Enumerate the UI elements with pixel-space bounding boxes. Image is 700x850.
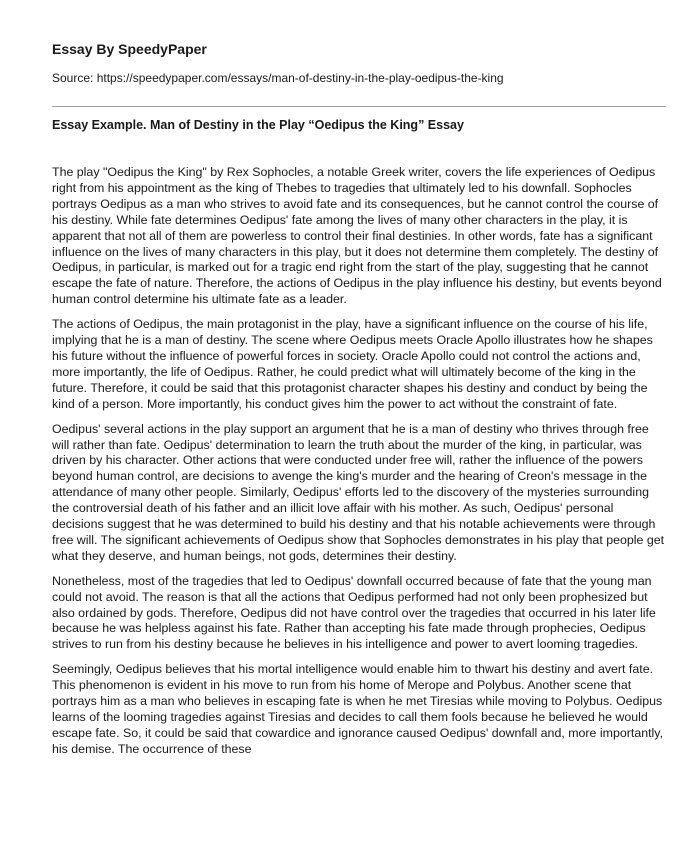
source-line [52,70,666,86]
essay-body [52,165,666,758]
source-label: Source: [52,71,94,85]
essay-paragraph-1: The play "Oedipus the King" by Rex Sophocles, a notable Greek writer, covers the life experiences of Oedipus right from his appointment as the king of Thebes to tragedies that ultimately led to his downfall. Sophocles portrays Oedipus as a man who strives to avoid fate and its consequences, but he cannot control the course of his destiny. While fate determines Oedipus' fate among the lives of many other characters in the play, it is apparent that not all of them are powerless to control their final destinies. In other words, fate has a significant influence on the lives of many characters in this play, but it does not determine them completely. The destiny of Oedipus, in particular, is marked out for a tragic end right from the start of the play, suggesting that he cannot escape the fate of nature. Therefore, the actions of Oedipus in the play influence his destiny, but events beyond human control determine his ultimate fate as a leader. [52,165,662,307]
source-url: https://speedypaper.com/essays/man-of-destiny-in-the-play-oedipus-the-king [96,71,504,85]
essay-paragraph-2: The actions of Oedipus, the main protagonist in the play, have a significant influence on the course of his life, implying that he is a man of destiny. The scene where Oedipus meets Oracle Apollo illustrates how he shapes his future without the influence of powerful forces in society. Oracle Apollo could not control the actions and, more importantly, the life of Oedipus. Rather, he could predict what will ultimately become of the king in the future. Therefore, it could be said that this protagonist character shapes his destiny and conduct by being the kind of a person. More importantly, his conduct gives him the power to act without the constraint of fate. [52,317,653,411]
essay-title: Essay Example. Man of Destiny in the Play “Oedipus the King” Essay [52,118,464,132]
essay-paragraph-5: Seemingly, Oedipus believes that his mortal intelligence would enable him to thwart his destiny and avert fate. This phenomenon is evident in his move to run from his home of Merope and Polybus. Another scene that portrays him as a man who believes in escaping fate is when he met Tiresias while moving to Polybus. Oedipus learns of the looming tragedies against Tiresias and decides to call them fools because he believed he would escape fate. So, it could be said that cowardice and ignorance caused Oedipus' downfall and, more importantly, his demise. The occurrence of these [52,662,664,756]
header-divider [52,106,666,107]
essay-paragraph-4: Nonetheless, most of the tragedies that led to Oedipus' downfall occurred because of fate that the young man could not avoid. The reason is that all the actions that Oedipus performed had not only been prophesized but also ordained by gods. Therefore, Oedipus did not have control over the tragedies that occurred in his later life because he was helpless against his fate. Rather than accepting his fate made through prophecies, Oedipus strives to run from his destiny because he believes in his intelligence and power to avert looming tragedies. [52,573,656,652]
essay-paragraph-3: Oedipus' several actions in the play support an argument that he is a man of destiny who thrives through free will rather than fate. Oedipus' determination to learn the truth about the murder of the king, in particular, was driven by his character. Other actions that were conducted under free will, rather the influence of the powers beyond human control, are decisions to avenge the king's murder and the hearing of Creon's message in the attendance of many other people. Similarly, Oedipus' efforts led to the discovery of the mysteries surrounding the controversial death of his father and an illicit love affair with his mother. As such, Oedipus' personal decisions suggest that he was determined to build his destiny and that his notable achievements were through free will. The significant achievements of Oedipus show that Sophocles demonstrates in his play that people get what they deserve, and human beings, not gods, determines their destiny. [52,421,665,563]
document-header-title: Essay By SpeedyPaper [52,41,207,57]
